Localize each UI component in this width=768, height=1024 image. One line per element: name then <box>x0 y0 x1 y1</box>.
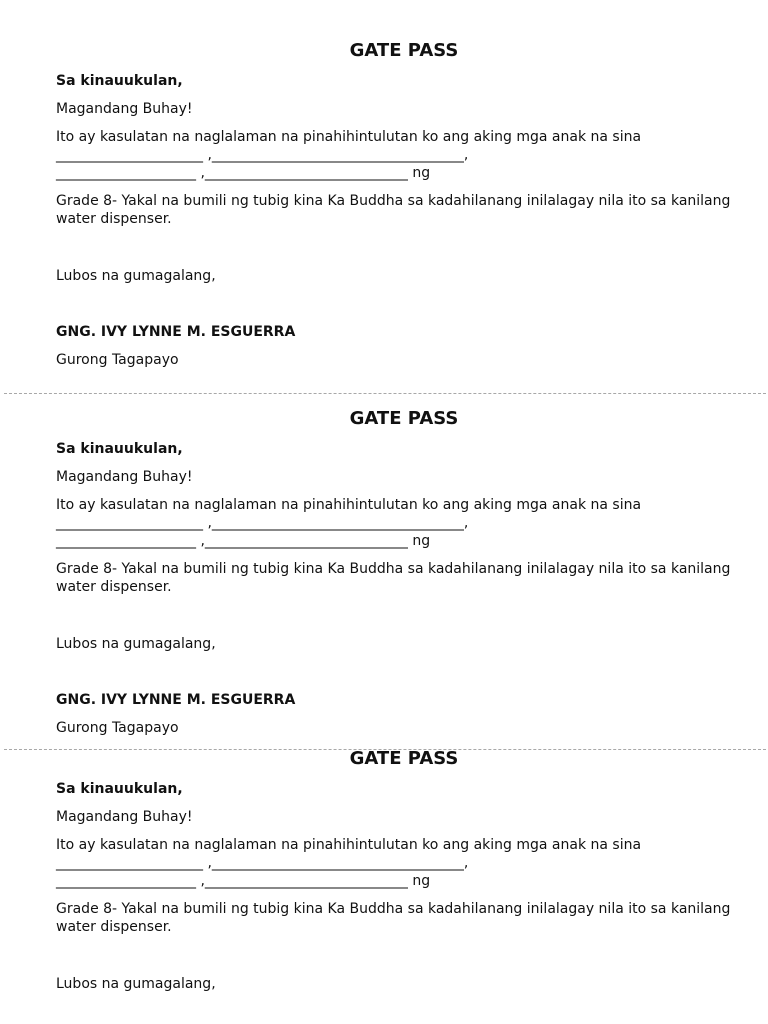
salutation: Sa kinauukulan, <box>56 73 183 89</box>
intro-text: Ito ay kasulatan na naglalaman na pinahihintulutan ko ang aking mga anak na sina <box>56 837 642 853</box>
signatory-name: GNG. IVY LYNNE M. ESGUERRA <box>56 324 296 340</box>
name-blank-line-2: ____________________ ,_____________________________ ng <box>56 165 431 181</box>
body-text: Grade 8- Yakal na bumili ng tubig kina Ka Buddha sa kadahilanang inilalagay nila ito sa kanilang water dispenser. <box>56 901 731 935</box>
intro-text: Ito ay kasulatan na naglalaman na pinahihintulutan ko ang aking mga anak na sina <box>56 497 642 513</box>
signatory-title: Gurong Tagapayo <box>56 720 179 736</box>
gate-pass-title: GATE PASS <box>349 748 459 769</box>
greeting: Magandang Buhay! <box>56 469 193 485</box>
name-blank-line-1: _____________________ ,____________________________________, <box>56 855 469 871</box>
closing: Lubos na gumagalang, <box>56 976 216 992</box>
gate-pass-title: GATE PASS <box>349 408 459 429</box>
salutation: Sa kinauukulan, <box>56 781 183 797</box>
body-text: Grade 8- Yakal na bumili ng tubig kina Ka Buddha sa kadahilanang inilalagay nila ito sa kanilang water dispenser. <box>56 193 731 227</box>
intro-text: Ito ay kasulatan na naglalaman na pinahihintulutan ko ang aking mga anak na sina <box>56 129 642 145</box>
signatory-name: GNG. IVY LYNNE M. ESGUERRA <box>56 692 296 708</box>
signatory-title: Gurong Tagapayo <box>56 352 179 368</box>
cut-line-divider <box>4 393 766 394</box>
body-text: Grade 8- Yakal na bumili ng tubig kina Ka Buddha sa kadahilanang inilalagay nila ito sa kanilang water dispenser. <box>56 561 731 595</box>
closing: Lubos na gumagalang, <box>56 268 216 284</box>
closing: Lubos na gumagalang, <box>56 636 216 652</box>
gate-pass-title: GATE PASS <box>349 40 459 61</box>
name-blank-line-2: ____________________ ,_____________________________ ng <box>56 873 431 889</box>
salutation: Sa kinauukulan, <box>56 441 183 457</box>
name-blank-line-1: _____________________ ,____________________________________, <box>56 515 469 531</box>
name-blank-line-1: _____________________ ,____________________________________, <box>56 147 469 163</box>
greeting: Magandang Buhay! <box>56 101 193 117</box>
greeting: Magandang Buhay! <box>56 809 193 825</box>
name-blank-line-2: ____________________ ,_____________________________ ng <box>56 533 431 549</box>
